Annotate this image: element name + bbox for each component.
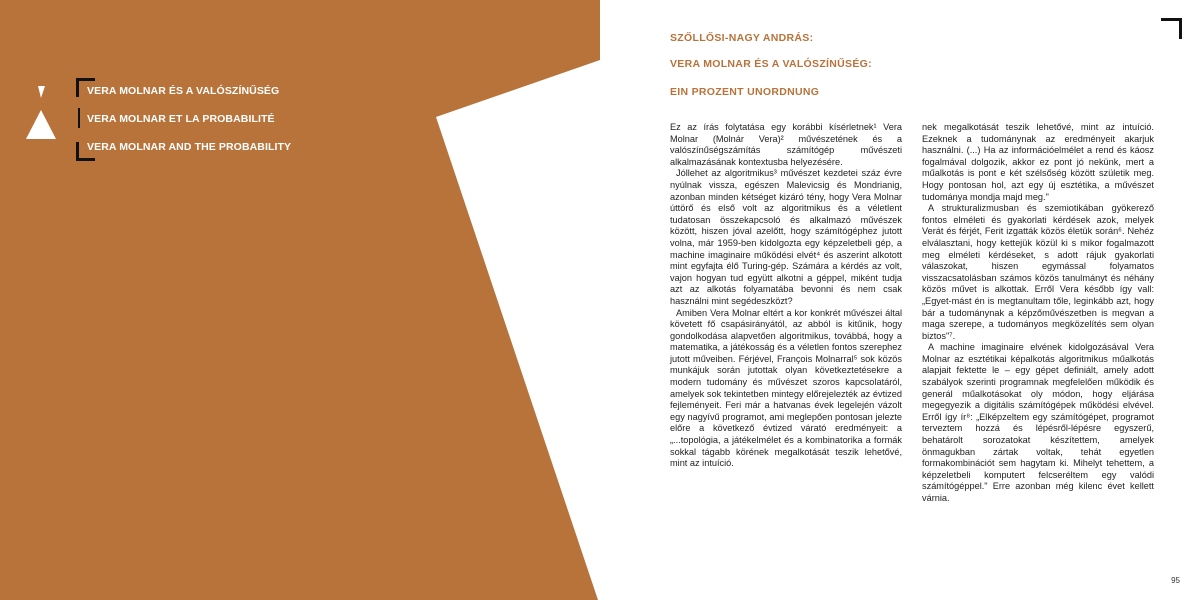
text-column-1 (670, 122, 902, 470)
page-number: 95 (1171, 576, 1180, 585)
paragraph: A strukturalizmusban és szemiotikában gyökerező fontos elméleti és gyakorlati kérdések azok, melyek Verát és férjét, Ferit izgatták közös életük során⁶. Nehéz elválasztani, hogy kettejük közül ki s mikor fogalmazott meg elméleti kérdéseket, s adott rájuk gyakorlati válaszokat, hiszen egymással folyamatos visszacsatolásban számos közös tanulmányt és néhány közös művet is alkottak. Erről Vera később így vall: „Egyet-mást én is megtanultam tőle, leginkább azt, hogy bár a tudománynak a képzőművészetben is megvan a maga szerepe, a tudományos megközelítés sem olyan biztos"⁷. (922, 203, 1154, 341)
corner-mark-icon (1161, 18, 1182, 39)
right-page (600, 0, 1200, 600)
paragraph: Ez az írás folytatása egy korábbi kísérletnek¹ Vera Molnar (Molnár Vera)² művészetének és a valószínűségszámítás számítógép művészeti alkalmazásának kontextusba helyezésére. (670, 122, 902, 167)
author-heading: SZŐLLŐSI-NAGY ANDRÁS: (670, 32, 814, 44)
paragraph: A machine imaginaire elvének kidolgozásával Vera Molnar az esztétikai képalkotás algoritmikus műalkotás alapjait fektette le – egy gépet definiált, amely adott szabályok szerinti programnak megfelelően működik és generál műalkotásokat oly módon, hogy eljárása megegyezik a digitális számítógépek működési elvével. Erről így ír⁸: „Elképzeltem egy számítógépet, programot terveztem hozzá és lépésről-lépésre egyszerű, behatárolt sorozatokat készítettem, amelyek önmagukban zártak voltak, tehát egyetlen formakombinációt sem hagytam ki. Mihelyt tehettem, a képzeletbeli komputert felcseréltem egy valódi számítógéppel." Erre azonban még kilenc évet kellett várnia. (922, 342, 1154, 503)
title-french: VERA MOLNAR ET LA PROBABILITÉ (87, 113, 275, 125)
triangle-decoration-icon (0, 0, 120, 200)
text-column-2 (922, 122, 1154, 505)
title-english: VERA MOLNAR AND THE PROBABILITY (87, 141, 292, 153)
paragraph: nek megalkotását teszik lehetővé, mint az intuíció. Ezeknek a tudománynak az eredményeit akarjuk használni. (...) Ha az információelmélet a rend és káosz fogalmával dolgozik, akkor ez pont jó nekünk, mert a műalkotás is pont e két szélsőség között születik meg. Hogy pontosan hol, azt egy új esztétika, a művészet tudománya mondja majd meg." (922, 122, 1154, 202)
paragraph: Amiben Vera Molnar eltért a kor konkrét művészei által követett fő csapásirányától, az abból is kitűnik, hogy gondolkodása alapvetően algoritmikus, továbbá, hogy a matematika, a játékosság és a véletlen fontos szerephez jutott műveiben. Férjével, François Molnarral⁵ sok közös munkájuk során jutottak olyan következtetésekre a modern tudomány és művészet szoros kapcsolatáról, amelyek sok tekintetben mintegy előrejelezték az évtized fejleményeit. Feri már a hatvanas évek legelején vázolt egy nagyívű programot, ami meglepően pontosan jelezte előre a következő évtized várató eredményeit: a „...topológia, a játékelmélet és a kombinatorika a formák sokkal tágabb körének megalkotását teszik lehetővé, mint az intuíció. (670, 307, 902, 469)
paragraph: Jóllehet az algoritmikus³ művészet kezdetei száz évre nyúlnak vissza, egészen Malevicsig és Mondrianig, azonban minden kétséget kizáró tény, hogy Vera Molnar úttörő és első volt az algoritmikus és a véletlent tudatosan összekapcsoló és alkalmazó művészek között, hiszen jóval azelőtt, hogy számítógéphez jutott volna, már 1959-ben kidolgozta egy képzeletbeli gép, a machine imaginaire működési elvét⁴ és aszerint alkotott mint egyfajta élő Turing-gép. Számára a kérdés az volt, vajon hogyan tud együtt alkotni a géppel, miként tudja azt az alkotás folyamatába bevonni és nem csak használni mint segédeszközt? (670, 168, 902, 306)
article-subtitle: EIN PROZENT UNORDNUNG (670, 86, 820, 98)
title-hungarian: VERA MOLNAR ÉS A VALÓSZÍNŰSÉG (87, 85, 280, 97)
bracket-middle-icon (78, 108, 80, 128)
article-title: VERA MOLNAR ÉS A VALÓSZÍNŰSÉG: (670, 58, 872, 70)
